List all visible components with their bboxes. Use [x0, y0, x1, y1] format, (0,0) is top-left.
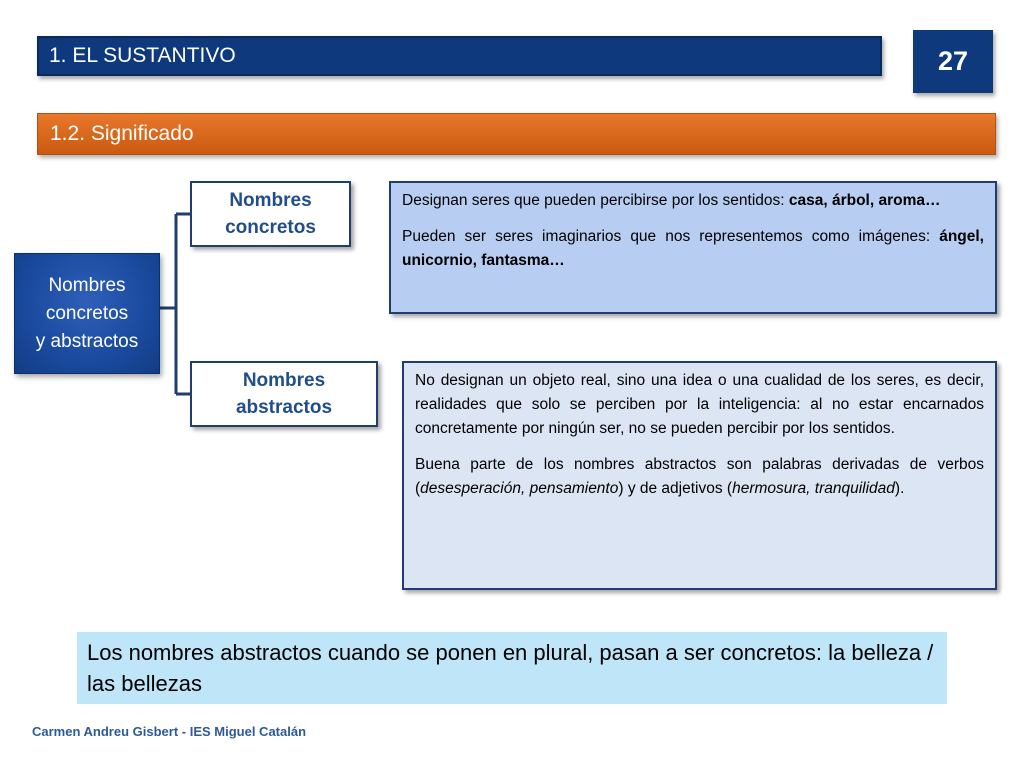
- concretos-description: [389, 181, 997, 314]
- concretos-paragraph-1: [402, 189, 984, 213]
- root-line-3: y abstractos: [35, 330, 139, 352]
- abstractos-p2-part-c: ).: [894, 480, 905, 497]
- root-line-1: Nombres: [48, 274, 126, 296]
- connector-bracket: [160, 214, 190, 394]
- concretos-p2-examples: ángel, unicornio, fantasma…: [402, 228, 984, 269]
- footer-credit: Carmen Andreu Gisbert - IES Miguel Catalán: [32, 724, 307, 739]
- node-abstractos-line-1: Nombres: [242, 370, 326, 391]
- abstractos-paragraph-1: No designan un objeto real, sino una idea o una cualidad de los seres, es decir, realidades que solo se perciben por la inteligencia: al no estar encarnados concretamente por ningún ser, no se pueden percibir por los sentidos.: [415, 372, 984, 437]
- root-line-2: concretos: [45, 302, 129, 324]
- section-title: 1. EL SUSTANTIVO: [49, 44, 236, 67]
- concretos-p2-text: Pueden ser seres imaginarios que nos representemos como imágenes:: [402, 228, 940, 245]
- abstractos-p2-verbs: desesperación, pensamiento: [420, 480, 619, 497]
- abstractos-p2-part-b: ) y de adjetivos (: [618, 480, 733, 497]
- subsection-title: 1.2. Significado: [50, 122, 194, 145]
- plural-note: [77, 632, 947, 704]
- node-abstractos: [190, 361, 378, 427]
- root-node: [14, 253, 160, 374]
- plural-note-text: Los nombres abstractos cuando se ponen en plural, pasan a ser concretos: la belleza / las bellezas: [87, 640, 934, 696]
- concretos-p1-text: Designan seres que pueden percibirse por los sentidos:: [402, 192, 789, 209]
- node-concretos: [190, 181, 351, 247]
- abstractos-p2-adjectives: hermosura, tranquilidad: [732, 480, 895, 497]
- abstractos-description: [402, 361, 997, 590]
- concretos-paragraph-2: [402, 225, 984, 273]
- node-concretos-line-2: concretos: [225, 217, 316, 238]
- page-number: 27: [913, 30, 993, 93]
- node-concretos-line-1: Nombres: [229, 190, 312, 211]
- concretos-p1-examples: casa, árbol, aroma…: [788, 192, 941, 209]
- abstractos-p2-part-a: Buena parte de los nombres abstractos son palabras derivadas de verbos (: [415, 456, 984, 497]
- node-abstractos-line-2: abstractos: [235, 397, 333, 418]
- abstractos-paragraph-2: [415, 453, 984, 501]
